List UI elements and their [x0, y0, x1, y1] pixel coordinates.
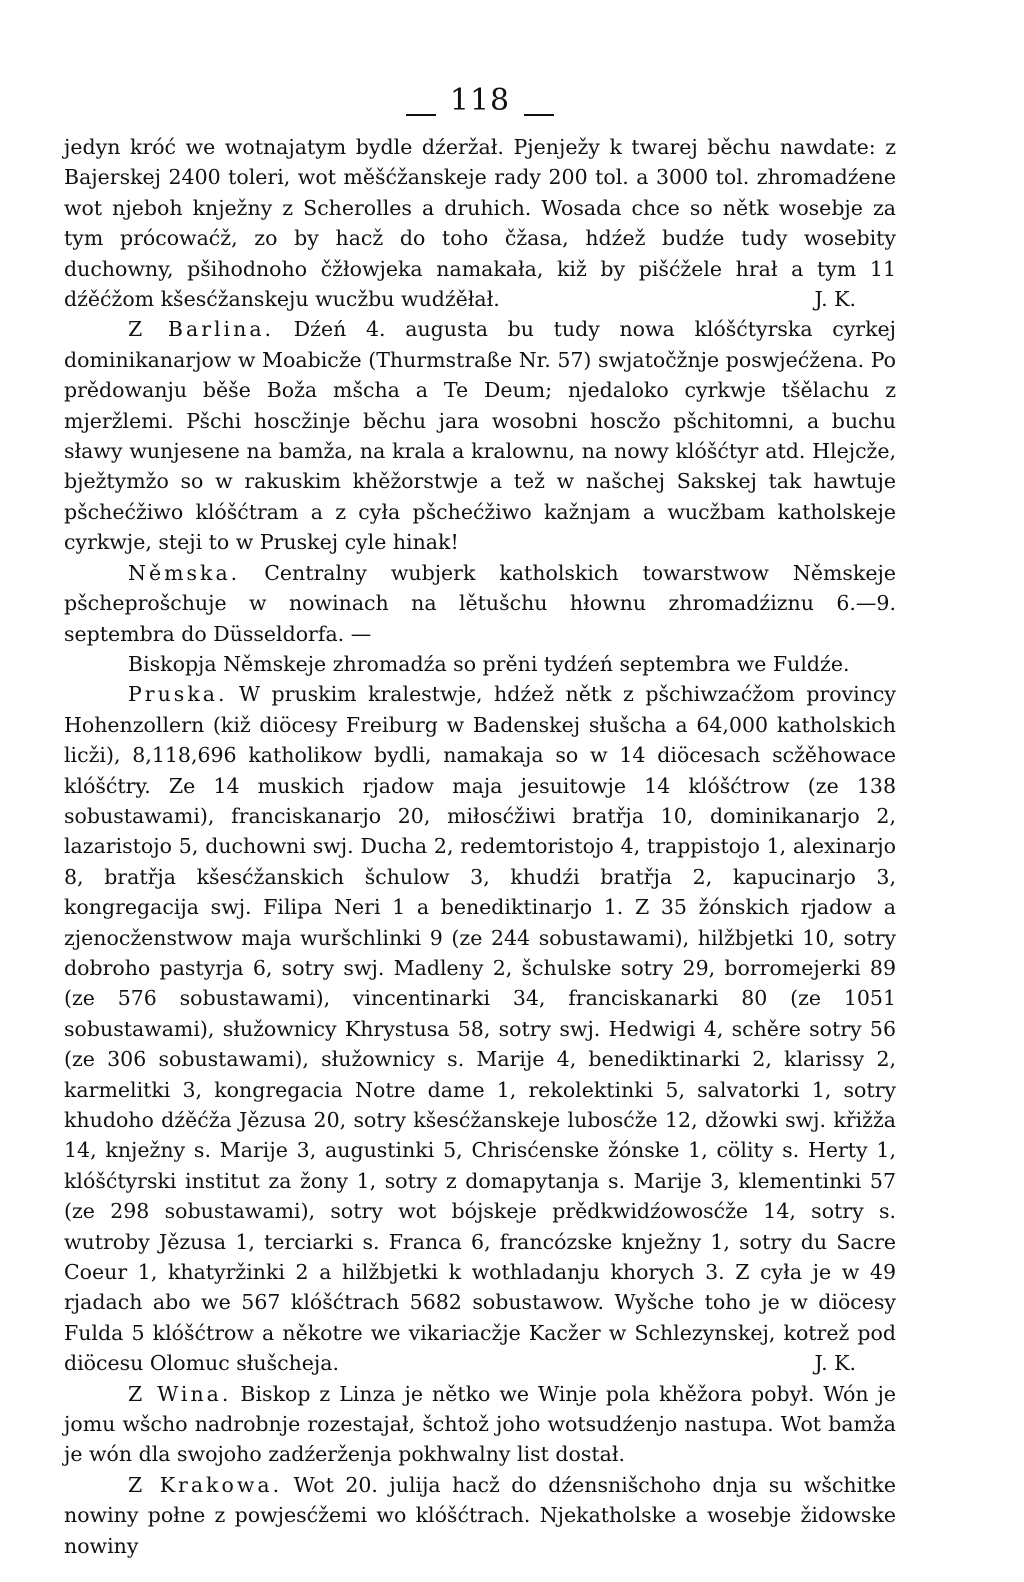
paragraph — [64, 132, 896, 314]
paragraph — [64, 1379, 896, 1470]
signature: J. K. — [814, 287, 856, 312]
city-heading: Z Wina. — [128, 1381, 232, 1406]
paragraph-text: Wot 20. julija hacž do dźensnišchoho dnja su wšchitke nowiny połne z powjesćžemi wo klóšćtrach. Njekatholske a wosebje židowske nowiny — [64, 1472, 896, 1558]
paragraph — [64, 314, 896, 557]
paragraph — [64, 649, 896, 679]
paragraph-text: Centralny wubjerk katholskich towarstwow Němskeje pšcheprošchuje w nowinach na lětušchu hłownu zhromadźiznu 6.—9. septembra do Düsseldorfa. — — [64, 560, 896, 646]
paragraph-text: Dźeń 4. augusta bu tudy nowa klóšćtyrska cyrkej dominikanarjow w Moabicže (Thurmstraße Nr. 57) swjatočžnje poswjećžena. Po prědowanju běše Boža mšcha a Te Deum; njedaloko cyrkwje tšělachu z mjeržlemi. Pšchi hoscžinje běchu jara wosobni hoscžo pšchitomni, a buchu sławy wunjesene na bamža, na krala a kralownu, na nowy klóšćtyr atd. Hlejcže, bježtymžo so w rakuskim khěžorstwje a tež w našchej Sakskej tak hawtuje pšchećžiwo klóšćtram a z cyła pšchećžiwo kažnjam a wucžbam katholskeje cyrkwje, steji to w Pruskej cyle hinak! — [64, 317, 896, 555]
city-heading: Pruska. — [128, 682, 228, 707]
page-number: 118 — [449, 83, 511, 118]
header-dash-right — [524, 114, 554, 116]
city-heading: Z Barlina. — [128, 317, 275, 342]
paragraph — [64, 1470, 896, 1561]
paragraph-text: Biskop z Linza je nětko we Winje pola khěžora pobył. Wón je jomu wšcho nadrobnje rozestajał, šchtož joho wotsudźenjo nastupa. Wot bamža je wón dla swojoho zadźerženja pokhwalny list dostał. — [64, 1381, 897, 1467]
paragraph-text: jedyn króć we wotnajatym bydle dźeržał. Pjenježy k twarej běchu nawdate: z Bajerskej 2400 toleri, wot měšćžanskeje rady 200 tol. a 3000 tol. zhromadźene wot njeboh knježny z Scherolles a druhich. Wosada chce so nětk wosebje za tym prócowaćž, zo by hacž do toho čžasa, hdźež budźe tudy wosebity duchowny, pšihodnoho čžłowjeka namakała, kiž by pišćžele hrał a tym 11 dźěćžom kšesćžanskeju wucžbu wudźěłał. — [64, 135, 896, 312]
article-body — [64, 132, 896, 1561]
paragraph — [64, 558, 896, 649]
city-heading: Z Krakowa. — [128, 1472, 283, 1497]
paragraph-text: W pruskim kralestwje, hdźež nětk z pšchiwzaćžom provincy Hohenzollern (kiž diöcesy Freiburg w Badenskej słušcha a 64,000 katholskich licži), 8,118,696 katholikow bydli, namakaja so w 14 diöcesach scžěhowace klóšćtry. Ze 14 muskich rjadow maja jesuitowje 14 klóšćtrow (ze 138 sobustawami), franciskanarjo 20, miłosćžiwi bratřja 10, dominikanarjo 2, lazaristojo 5, duchowni swj. Ducha 2, redemtoristojo 4, trappistojo 1, alexinarjo 8, bratřja kšesćžanskich šchulow 3, khudźi bratřja 2, kapucinarjo 3, kongregacija swj. Filipa Neri 1 a benediktinarjo 1. Z 35 žónskich rjadow a zjenocženstwow maja wuršchlinki 9 (ze 244 sobustawami), hilžbjetki 10, sotry dobroho pastyrja 6, sotry swj. Madleny 2, šchulske sotry 29, borromejerki 89 (ze 576 sobustawami), vincentinarki 34, franciskanarki 80 (ze 1051 sobustawami), słužownicy Khrystusa 58, sotry swj. Hedwigi 4, schěre sotry 56 (ze 306 sobustawami), słužownicy s. Marije 4, benediktinarki 2, klarissy 2, karmelitki 3, kongregacia Notre dame 1, rekolektinki 5, salvatorki 1, sotry khudoho dźěćža Jězusa 20, sotry kšesćžanskeje lubosćže 12, džowki swj. křižža 14, knježny s. Marije 3, augustinki 5, Chrisćenske žónske 1, cölity s. Herty 1, klóšćtyrski institut za žony 1, sotry z domapytanja s. Marije 3, klementinki 57 (ze 298 sobustawami), sotry wot bójskeje prědkwidźowosćže 14, sotry s. wutroby Jězusa 1, terciarki s. Franca 6, francózske knježny 1, sotry du Sacre Coeur 1, khatyržinki 2 a hilžbjetki k wothladanju khorych 3. Z cyła je w 49 rjadach abo we 567 klóšćtrach 5682 sobustawow. Wyšche toho je w diöcesy Fulda 5 klóšćtrow a někotre we vikariacžje Kacžer w Schlezynskej, kotrež pod diöcesu Olomuc słušcheja. — [64, 682, 896, 1376]
paragraph — [64, 679, 896, 1378]
signature: J. K. — [814, 1351, 856, 1376]
header-dash-left — [406, 114, 436, 116]
page-header — [64, 0, 896, 118]
city-heading: Němska. — [128, 560, 241, 585]
paragraph-text: Biskopja Němskeje zhromadźa so prěni tydźeń septembra we Fuldźe. — [128, 651, 850, 676]
